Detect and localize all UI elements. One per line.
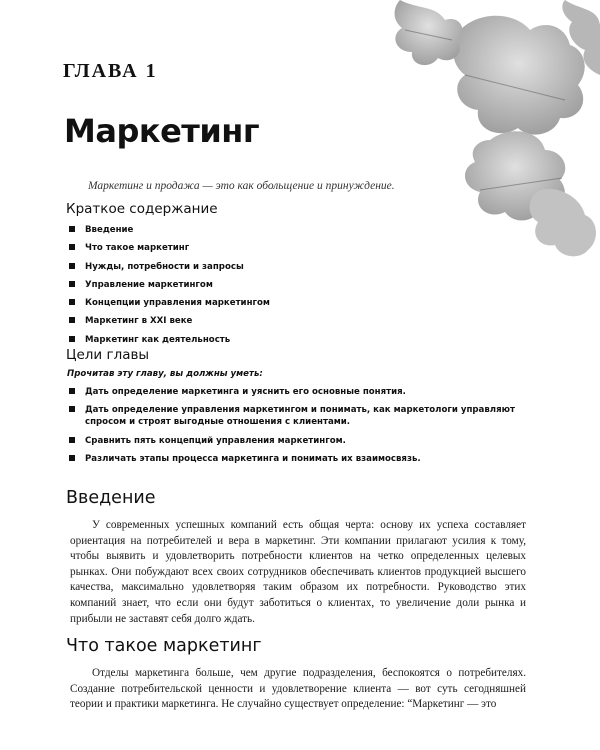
list-item: Маркетинг как деятельность: [68, 334, 538, 346]
goals-list: [68, 386, 538, 471]
list-item: Что такое маркетинг: [68, 242, 538, 254]
list-item: Нужды, потребности и запросы: [68, 261, 538, 273]
intro-paragraph: У современных успешных компаний есть общая черта: основу их успеха составляет ориентация на потребителей и вера в маркетинг. Эти компании прилагают усилия к тому, чтобы выявить и удовлетворить потребности клиентов на четко определенных целевых рынках. Они побуждают всех своих сотрудников обеспечивать клиентов продукцией высшего качества, максимально удовлетворяя таким образом их потребности. Руководство этих компаний знает, что если они будут заботиться о клиентах, то увеличение доли рынка и прибыли не заставят себя долго ждать.: [70, 519, 526, 625]
summary-list: [68, 224, 538, 352]
list-item: Управление маркетингом: [68, 279, 538, 291]
list-item: Дать определение маркетинга и уяснить его основные понятия.: [68, 386, 538, 398]
goals-heading: Цели главы: [66, 347, 150, 363]
list-item: Концепции управления маркетингом: [68, 297, 538, 309]
intro-heading: Введение: [66, 488, 156, 508]
list-item: Сравнить пять концепций управления маркетингом.: [68, 435, 538, 447]
summary-heading: Краткое содержание: [66, 201, 218, 217]
epigraph: Маркетинг и продажа — это как обольщение и принуждение.: [88, 180, 395, 192]
chapter-label: ГЛАВА 1: [63, 60, 158, 82]
goals-intro: Прочитав эту главу, вы должны уметь:: [67, 369, 263, 379]
chapter-title: Маркетинг: [64, 112, 260, 150]
list-item: Различать этапы процесса маркетинга и понимать их взаимосвязь.: [68, 453, 538, 465]
list-item: Маркетинг в XXI веке: [68, 315, 538, 327]
list-item: Дать определение управления маркетингом и понимать, как маркетологи управляют спросом и строят выгодные отношения с клиентами.: [68, 404, 538, 428]
list-item: Введение: [68, 224, 538, 236]
what-paragraph: Отделы маркетинга больше, чем другие подразделения, беспокоятся о потребителях. Создание потребительской ценности и удовлетворение клиента — вот суть сегодняшней теории и практики маркетинга. Не случайно существует определение: “Маркетинг — это: [70, 667, 526, 711]
what-heading: Что такое маркетинг: [66, 636, 262, 656]
oak-leaves-illustration: [340, 0, 600, 260]
